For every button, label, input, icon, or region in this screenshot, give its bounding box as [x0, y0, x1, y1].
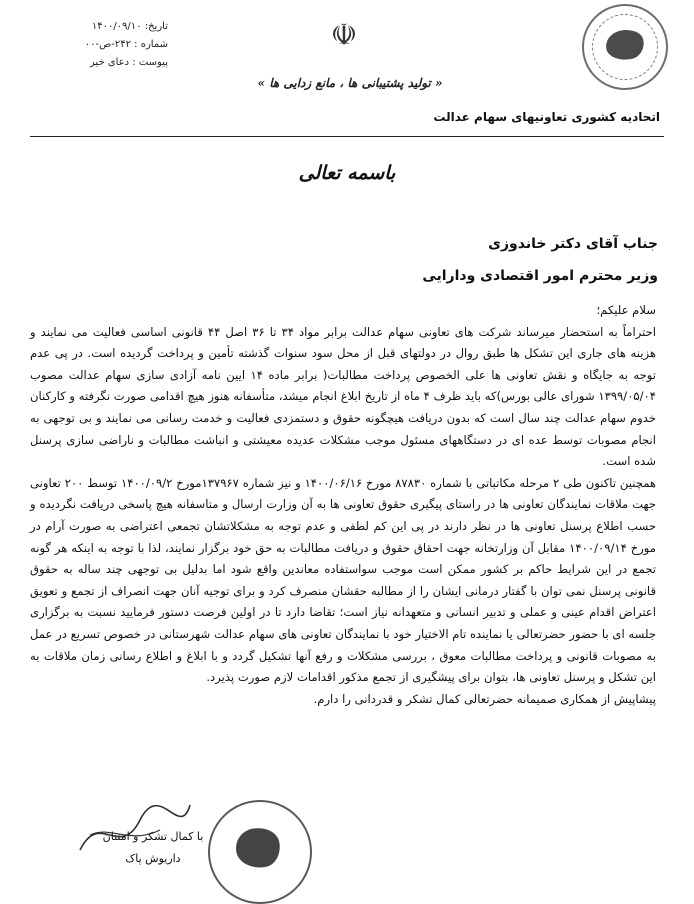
date-line: تاریخ: ۱۴۰۰/۰۹/۱۰ [91, 21, 168, 32]
attachment-line: پیوست : دعای خیر [89, 57, 168, 68]
union-seal-icon [582, 4, 668, 90]
closing-line: با کمال تشکر و امتنان [102, 830, 204, 843]
letter-meta [28, 18, 168, 72]
recipient-block [422, 228, 658, 292]
recipient-name: جناب آقای دکتر خاندوزی [488, 236, 658, 252]
recipient-title: وزیر محترم امور اقتصادی ودارایی [422, 268, 658, 284]
paragraph-3: پیشاپیش از همکاری صمیمانه حضرتعالی کمال تشکر و قدردانی را دارم. [313, 691, 656, 706]
iran-emblem-icon: ☫ [330, 18, 358, 53]
number-line: شماره : ۲۴۲-ص-۰۰ [84, 39, 168, 50]
letter-body [30, 300, 656, 710]
signer-name: داریوش پاک [125, 852, 181, 865]
header-divider [30, 136, 664, 137]
paragraph-2: همچنین تاکنون طی ۲ مرحله مکاتباتی با شماره ۸۷۸۳۰ مورخ ۱۴۰۰/۰۶/۱۶ و نیز شماره ۱۳۷۹۶۷مورخ ۱۴۰۰/۰۹/۲ توسط ۲۰۰ تعاونی جهت ملاقات نمایندگان تعاونی ها در راستای پیگیری حقوق تعاونی ها به آن وزارت ارسال و متاسفانه هیچ پاسخی دریافت نگردیده و حسب اطلاع پرسنل تعاونی ها در نظر دارند در پی این کم لطفی و عدم توجه به مشکلاتشان تجمعی اعتراضی به صورت آرام در مورخ ۱۴۰۰/۰۹/۱۴ مقابل آن وزارتخانه جهت احقاق حقوق و دریافت مطالبات به حق خود برگزار نمایند، لذا با توجه به اینکه هر گونه تجمع در این شرایط حاکم بر کشور ممکن است موجب سواستفاده معاندین واقع شود اما بدلیل بی توجهی چند ساله به حقوق قانونی پرسنل نمی توان با گفتار درمانی ایشان را از مطالبه حقشان منصرف کرد و برای توجیه آنان جهت انصراف از تجمع و تعویق اعتراض اقدام عینی و عملی و تدبیر انسانی و متعهدانه نیاز است؛ تقاضا دارد تا در اولین فرصت دستور فرمایید نسبت به برگزاری جلسه ای با حضور حضرتعالی یا نماینده تام الاختیار خود با نمایندگان تعاونی های سهام عدالت شهرستانی در خصوص تسریع در عمل به مصوبات قانونی و پرداخت مطالبات معوق ، بررسی مشکلات و رفع آنها تشکیل گردد و با ابلاغ و اطلاع رسانی زمان ملاقات به این تشکل و پرسنل تعاونی ها، بتوان برای پیشگیری از تجمع مذکور اقدامات لازم صورت پذیرد. [30, 475, 657, 685]
organization-name: اتحادیه کشوری تعاونیهای سهام عدالت [433, 110, 660, 124]
basmala: باسمه تعالی [298, 162, 396, 184]
slogan: « تولید پشتیبانی ها ، مانع زدایی ها » [257, 76, 443, 90]
paragraph-1: احتراماً به استحضار میرساند شرکت های تعاونی سهام عدالت برابر مواد ۳۴ تا ۳۶ اصل ۴۴ قانونی اساسی فعالیت می نمایند و هزینه های جاری این تشکل ها طبق روال در دولتهای قبل از محل سود سنوات گذشته تأمین و پرداخت گردیده است. در پی عدم توجه به جایگاه و نقش تعاونی ها علی الخصوص پرداخت مطالبات( برابر ماده ۱۴ ایین نامه آزادی سازی سهام عدالت مصوب ۱۳۹۹/۰۵/۰۴ شورای عالی بورس)که باید ظرف ۴ ماه از تاریخ ابلاغ انجام میشد، متأسفانه هنوز هیچ اقدامی صورت نگرفته و کارکنان خدوم سهام عدالت چند سال است که بدون دریافت هیچگونه حقوق و دستمزدی فعالیت و خدمت رسانی می نمایند و بی توجهی به انجام مصوبات توسط عده ای در دستگاههای مسئول موجب مشکلات عدیده معیشتی و انباشت مطالبات و ناراضی سازی پرسنل شده است. [30, 324, 657, 469]
greeting: سلام علیکم؛ [596, 303, 656, 317]
seal-map-icon [233, 824, 283, 871]
signature-seal-icon [208, 800, 312, 904]
signature-block [88, 826, 218, 870]
iran-map-icon [603, 26, 646, 63]
